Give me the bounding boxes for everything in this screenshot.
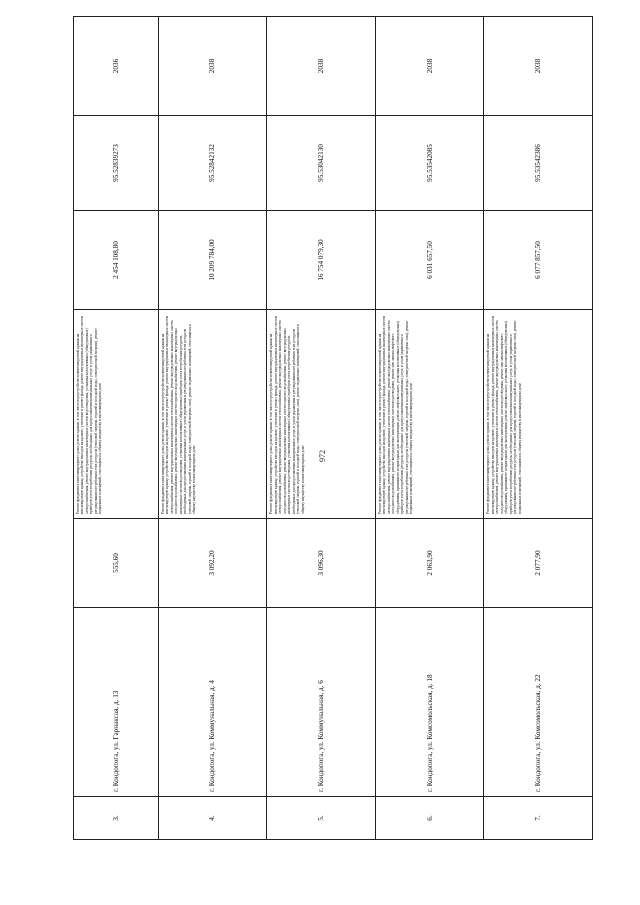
address-cell: г. Кондопога, ул. Комсомольская, д. 18 <box>375 608 484 797</box>
cost-cell: 16 754 079,30 <box>267 211 376 310</box>
year-cell: 2038 <box>267 17 376 116</box>
works-cell: Ремонт фундамента многоквартирного дома, ремонт крыши, в том числе переустройство невентилируемой крыши на вентилируемую крышу, устройство выходов на кровлю, утепление и ремонт фасада, ремонт внутридомовых инженерных систем электроснабжения, ремонт внутридомовых инженерных систем теплоснабжения, ремонт внутридомовых инженерных систем холодного водоснабжения, ремонт внутридомовых инженерных систем горячего водоснабжения, ремонт внутридомовых инженерных систем водоотведения, установка коллективных (общедомовых) приборов учета потребления ресурсов, необходимых для предоставления коммунальных услуг, и узлов управления и регулирования потребления этих ресурсов (тепловой энергии, горячей и холодной воды, электрической энергии, газа), ремонт подвальных помещений, относящихся к общему имуществу в многоквартирном доме <box>267 310 376 519</box>
code-cell: 95.53542386 <box>484 116 593 211</box>
address-cell: г. Кондопога, ул. Комсомольская, д. 22 <box>484 608 593 797</box>
capital-repair-table <box>73 16 593 840</box>
address-cell: г. Кондопога, ул. Гарнаксая, д. 13 <box>74 608 159 797</box>
works-cell: Ремонт фундамента многоквартирного дома, ремонт крыши, в том числе переустройство невентилируемой крыши на вентилируемую крышу, устройство выходов на кровлю, утепление и ремонт фасада, ремонт внутридомовых инженерных систем электроснабжения, ремонт внутридомовых инженерных систем теплоснабжения, ремонт внутридомовых инженерных систем холодного водоснабжения, ремонт внутридомовых инженерных систем горячего водоснабжения, ремонт внутридомовых инженерных систем водоотведения, установка коллективных (общедомовых) приборов учета потребления ресурсов, необходимых для предоставления коммунальных услуг, и узлов управления и регулирования потребления этих ресурсов (тепловой энергии, горячей и холодной воды, электрической энергии, газа), ремонт подвальных помещений, относящихся к общему имуществу в многоквартирном доме <box>158 310 267 519</box>
area-cell: 555,60 <box>74 519 159 608</box>
area-cell: 2 077,90 <box>484 519 593 608</box>
table-row <box>267 17 376 840</box>
row-number: 7. <box>484 797 593 840</box>
year-cell: 2036 <box>74 17 159 116</box>
year-cell: 2038 <box>375 17 484 116</box>
cost-cell: 6 031 657,50 <box>375 211 484 310</box>
area-cell: 2 063,90 <box>375 519 484 608</box>
cost-cell: 10 209 784,00 <box>158 211 267 310</box>
page-number: 972 <box>318 450 327 462</box>
code-cell: 95.52842132 <box>158 116 267 211</box>
year-cell: 2038 <box>158 17 267 116</box>
works-cell: Ремонт фундамента многоквартирного дома, ремонт крыши, в том числе переустройство невентилируемой крыши на вентилируемую крышу, устройство выходов на кровлю, утепление и ремонт фасада, ремонт внутридомовых инженерных систем электроснабжения, ремонт внутридомовых инженерных систем водоотведения, установка коллективных (общедомовых) приборов учета потребления ресурсов, необходимых для предоставления коммунальных услуг, и узлов управления и регулирования потребления этих ресурсов (тепловой энергии, горячей и холодной воды, электрической энергии), ремонт подвальных помещений, относящихся к общему имуществу в многоквартирном доме <box>74 310 159 519</box>
row-number: 3. <box>74 797 159 840</box>
row-number: 6. <box>375 797 484 840</box>
rotated-table-container <box>73 58 593 840</box>
cost-cell: 6 077 857,50 <box>484 211 593 310</box>
works-cell: Ремонт фундамента многоквартирного дома, ремонт крыши, в том числе переустройство невентилируемой крыши на вентилируемую крышу, устройство выходов на кровлю, утепление и ремонт фасада, ремонт внутридомовых инженерных систем электроснабжения, ремонт внутридомовых инженерных систем теплоснабжения, ремонт внутридомовых инженерных систем холодного водоснабжения, ремонт внутридомовых инженерных систем водоотведения, ремонт или замена лифтового оборудования, признанного непригодным для эксплуатации, ремонт лифтовых шахт, установка коллективных (общедомовых) приборов учета потребления ресурсов, необходимых для предоставления коммунальных услуг, и узлов управления и регулирования потребления этих ресурсов (тепловой энергии, горячей и холодной воды, электрической энергии, газа), ремонт подвальных помещений, относящихся к общему имуществу в многоквартирном доме <box>484 310 593 519</box>
code-cell: 95.53542085 <box>375 116 484 211</box>
area-cell: 3 092,20 <box>158 519 267 608</box>
address-cell: г. Кондопога, ул. Коммунальная, д. 6 <box>267 608 376 797</box>
code-cell: 95.53042130 <box>267 116 376 211</box>
works-cell: Ремонт фундамента многоквартирного дома, ремонт крыши, в том числе переустройство невентилируемой крыши на вентилируемую крышу, устройство выходов на кровлю, утепление и ремонт фасада, ремонт внутридомовых инженерных систем электроснабжения, ремонт внутридомовых инженерных систем теплоснабжения, ремонт внутридомовых инженерных систем холодного водоснабжения, ремонт внутридомовых инженерных систем водоотведения, ремонт или замена лифтового оборудования, признанного непригодным для эксплуатации, ремонт лифтовых шахт, установка коллективных (общедомовых) приборов учета потребления ресурсов, необходимых для предоставления коммунальных услуг, и узлов управления и регулирования потребления этих ресурсов (тепловой энергии, горячей и холодной воды, электрической энергии, газа), ремонт подвальных помещений, относящихся к общему имуществу в многоквартирном доме <box>375 310 484 519</box>
area-cell: 3 096,30 <box>267 519 376 608</box>
code-cell: 95.52839273 <box>74 116 159 211</box>
row-number: 4. <box>158 797 267 840</box>
row-number: 5. <box>267 797 376 840</box>
cost-cell: 2 454 108,80 <box>74 211 159 310</box>
table-row <box>158 17 267 840</box>
table-row <box>375 17 484 840</box>
table-row <box>74 17 159 840</box>
address-cell: г. Кондопога, ул. Коммунальная, д. 4 <box>158 608 267 797</box>
year-cell: 2038 <box>484 17 593 116</box>
table-row <box>484 17 593 840</box>
